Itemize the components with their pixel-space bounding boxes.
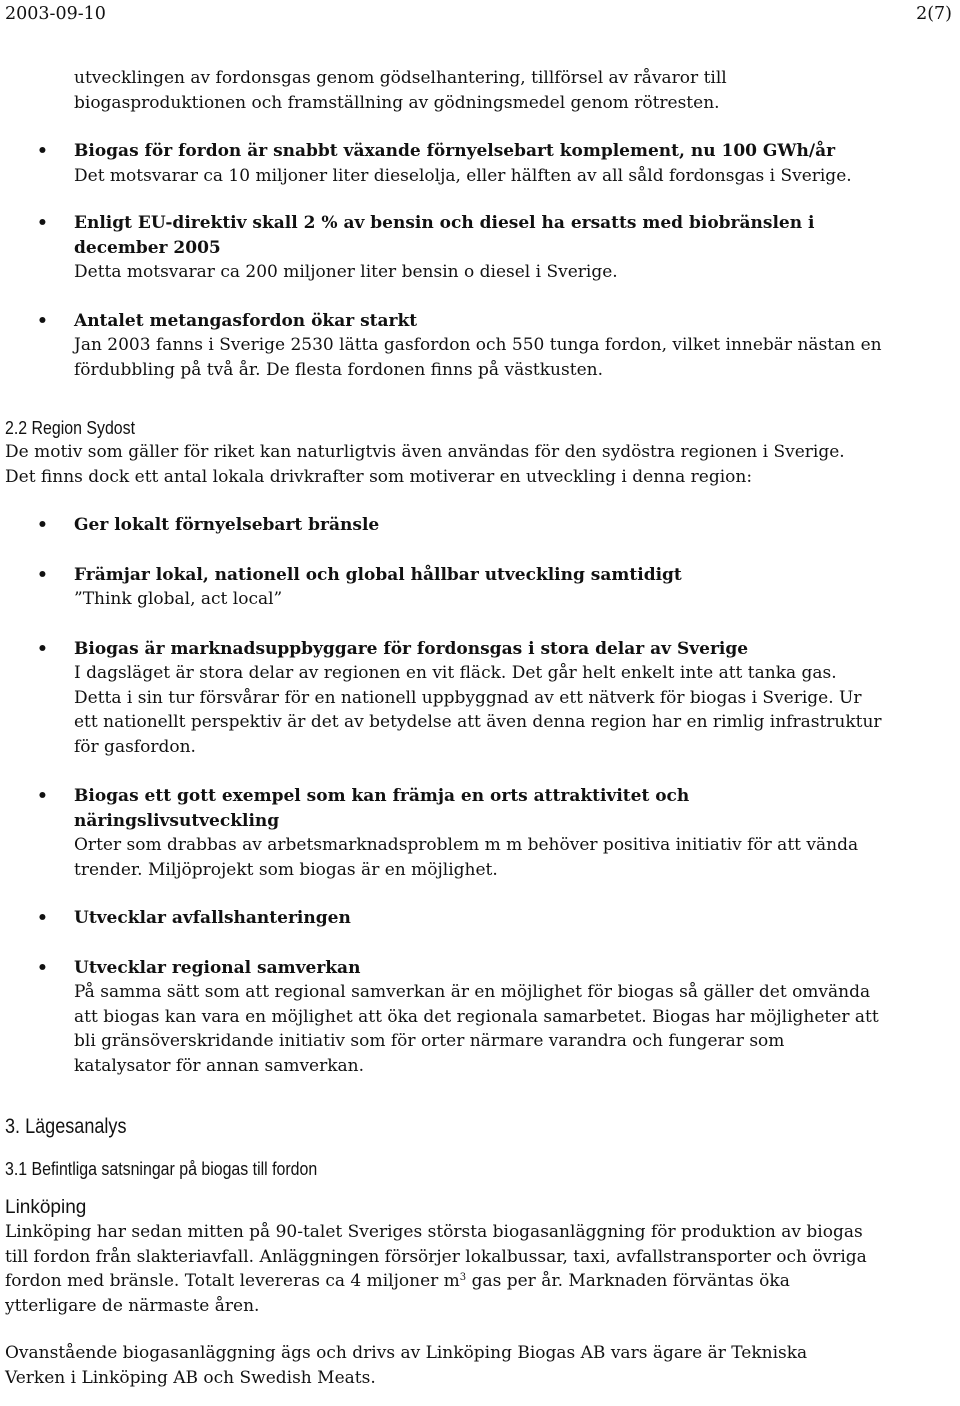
bullet-icon: • [37, 213, 48, 233]
text-line: ytterligare de närmaste åren. [5, 1295, 260, 1316]
subsection-heading: Linköping [5, 1197, 87, 1218]
intro-paragraph [74, 66, 955, 115]
text-line: I dagsläget är stora delar av regionen en vit fläck. Det går helt enkelt inte att tanka gas. [74, 663, 837, 683]
bullet-title: Främjar lokal, nationell och global hållbar utveckling samtidigt [74, 564, 682, 585]
linkoping-paragraph [5, 1220, 955, 1318]
bullet-title-cont: december 2005 [74, 237, 221, 258]
text-line: ”Think global, act local” [74, 589, 283, 609]
bullet-icon: • [37, 786, 48, 806]
header-date: 2003-09-10 [5, 4, 106, 24]
bullet-item [5, 309, 955, 383]
chapter-heading: 3. Lägesanalys [5, 1115, 127, 1138]
text-line: för gasfordon. [74, 736, 196, 757]
bullet-item [5, 906, 955, 931]
bullet-title: Biogas ett gott exempel som kan främja en orts attraktivitet och [74, 786, 690, 806]
text-line: bli gränsöverskridande initiativ som för orter närmare varandra och fungerar som [74, 1031, 785, 1051]
page-number: 2(7) [916, 4, 952, 24]
text-line: trender. Miljöprojekt som biogas är en möjlighet. [74, 859, 498, 880]
text-line: Det finns dock ett antal lokala drivkrafter som motiverar en utveckling i denna region: [5, 466, 753, 487]
text-line: katalysator för annan samverkan. [74, 1055, 365, 1076]
bullet-title: Enligt EU-direktiv skall 2 % av bensin och diesel ha ersatts med biobränslen i [74, 213, 815, 233]
bullet-title: Ger lokalt förnyelsebart bränsle [74, 515, 380, 535]
bullet-title: Utvecklar regional samverkan [74, 957, 361, 978]
section-heading: 3.1 Befintliga satsningar på biogas till fordon [5, 1158, 318, 1179]
document-body [5, 66, 955, 1390]
bullet-title-cont: näringslivsutveckling [74, 810, 280, 831]
text-line: fördubbling på två år. De flesta fordonen finns på västkusten. [74, 359, 603, 380]
bullet-icon: • [37, 564, 48, 585]
text-line: biogasproduktionen och framställning av gödningsmedel genom rötresten. [74, 92, 720, 113]
bullet-icon: • [37, 957, 48, 978]
text-line: ett nationellt perspektiv är det av betydelse att även denna region har en rimlig infrastruktur [74, 712, 882, 732]
page-header [5, 2, 952, 28]
text-line: Verken i Linköping AB och Swedish Meats. [5, 1367, 376, 1388]
text-line: Det motsvarar ca 10 miljoner liter dieselolja, eller hälften av all såld fordonsgas i Sverige. [74, 165, 852, 186]
ownership-paragraph [5, 1341, 955, 1390]
text-line: till fordon från slakteriavfall. Anläggningen försörjer lokalbussar, taxi, avfallstransporter och övriga [5, 1246, 867, 1267]
text-line: På samma sätt som att regional samverkan är en möjlighet för biogas så gäller det omvända [74, 982, 871, 1002]
bullet-icon: • [37, 515, 48, 535]
bullet-item [5, 784, 955, 882]
text-line: Detta motsvarar ca 200 miljoner liter bensin o diesel i Sverige. [74, 262, 618, 282]
bullet-title: Biogas för fordon är snabbt växande förnyelsebart komplement, nu 100 GWh/år [74, 141, 836, 161]
text-line: fordon med bränsle. Totalt levereras ca 4 miljoner $m^3$ gas per år. Marknaden förväntas öka [5, 1271, 790, 1291]
text-line: De motiv som gäller för riket kan naturligtvis även användas för den sydöstra regionen i Sverige. [5, 442, 845, 462]
bullet-title: Antalet metangasfordon ökar starkt [74, 310, 418, 331]
bullet-item [5, 139, 955, 188]
bullet-item [5, 513, 955, 538]
text-line: Detta i sin tur försvårar för en nationell uppbyggnad av ett nätverk för biogas i Sverige. Ur [74, 687, 862, 708]
text-line: Jan 2003 fanns i Sverige 2530 lätta gasfordon och 550 tunga fordon, vilket innebär nästan en [74, 335, 882, 355]
bullet-icon: • [37, 908, 48, 928]
bullet-icon: • [37, 310, 48, 331]
bullet-icon: • [37, 141, 48, 161]
text-line: utvecklingen av fordonsgas genom gödselhantering, tillförsel av råvaror till [74, 68, 727, 88]
bullet-title: Biogas är marknadsuppbyggare för fordonsgas i stora delar av Sverige [74, 638, 749, 659]
bullet-item [5, 211, 955, 285]
section-heading: 2.2 Region Sydost [5, 417, 136, 438]
bullet-item [5, 563, 955, 612]
bullet-title: Utvecklar avfallshanteringen [74, 908, 351, 928]
bullet-item [5, 956, 955, 1079]
text-line: Orter som drabbas av arbetsmarknadsproblem m m behöver positiva initiativ för att vända [74, 835, 859, 855]
bullet-icon: • [37, 638, 48, 659]
superscript: 3 [459, 1272, 467, 1283]
bullet-item [5, 637, 955, 760]
text-line: Linköping har sedan mitten på 90-talet Sveriges största biogasanläggning för produktion av biogas [5, 1222, 863, 1242]
text-line: Ovanstående biogasanläggning ägs och drivs av Linköping Biogas AB vars ägare är Tekniska [5, 1343, 808, 1363]
text-line: att biogas kan vara en möjlighet att öka det regionala samarbetet. Biogas har möjligheter att [74, 1006, 879, 1027]
section-paragraph [5, 440, 955, 489]
